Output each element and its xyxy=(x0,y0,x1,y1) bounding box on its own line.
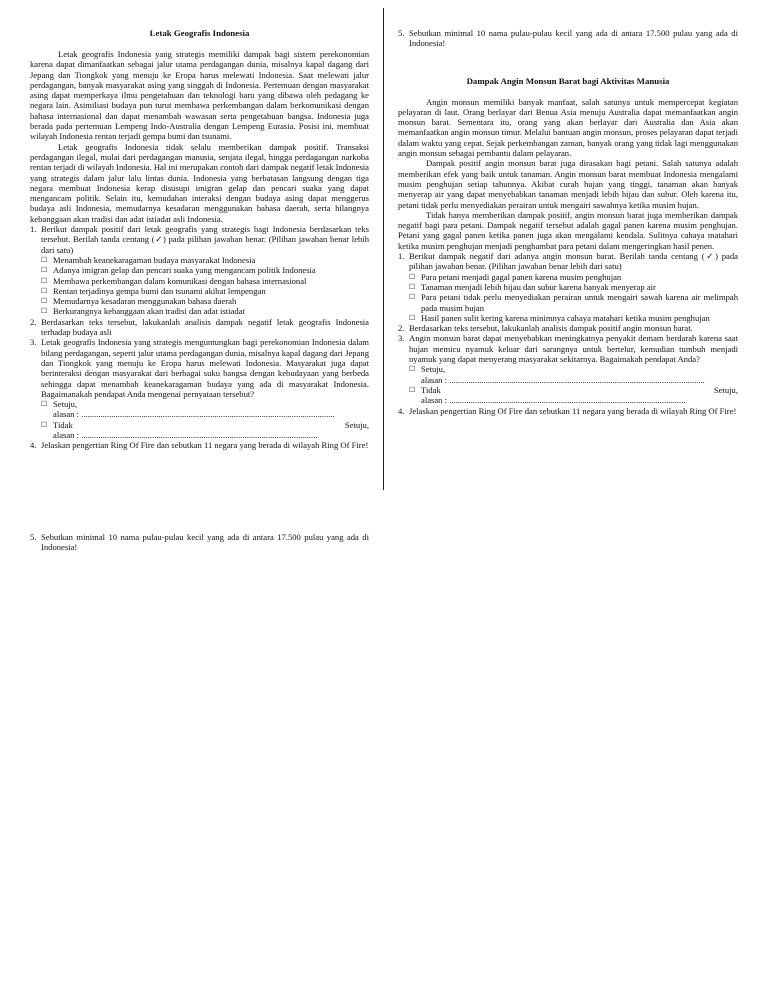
question-3-choices xyxy=(41,399,369,440)
choice-agree[interactable]: ☐ Setuju, xyxy=(41,399,78,410)
checkbox-option[interactable]: ☐ Membawa perkembangan dalam komunikasi dengan bahasa internasional xyxy=(41,275,307,286)
paragraph: Angin monsun memiliki banyak manfaat, salah satunya untuk mempercepat kegiatan pelayaran di laut. Orang berlayar dari Benua Asia menuju Australia dapat memanfaatkan angin monsun barat. Sementara itu, orang yang akan berlayar dari Australia dan Asia akan memanfaatkan angin monsun timur. Melalui bantuan angin monsun, proses pelayaran dapat terjadi dalam waktu yang cepat. Sejak perkembangan zaman, banyak orang yang tidak lagi menggunakan angin monsun sebagai pembantu dalam pelayaran. xyxy=(398,96,738,159)
left-column xyxy=(30,28,369,451)
reason-line[interactable]: alasan : ...................................................................................................................... xyxy=(53,409,335,420)
checkbox-option[interactable]: ☐ Rentan terjadinya gempa bumi dan tsunami akibat lempengan xyxy=(41,285,266,296)
checkbox-icon[interactable]: ☐ xyxy=(409,313,416,322)
column-divider xyxy=(383,8,384,490)
question-1-options xyxy=(41,255,369,317)
question-1: 1. Berikut dampak negatif dari adanya angin monsun barat. Berilah tanda centang (✓) pada pilihan jawaban benar. (Pilihan jawaban benar lebih dari satu) xyxy=(398,251,738,272)
paragraph: Letak geografis Indonesia yang strategis memiliki dampak bagi sistem perekonomian karena dapat dimanfaatkan sebagai jalur utama perdagangan dunia, misalnya kapal dagang dari Jepang dan Tiongkok yang menuju ke Eropa harus melewati Indonesia. Saat melewati jalur perdagangan, banyak masyarakat asing yang singgah di Indonesia. Pertemuan dengan masyarakat asing dapat memperkaya ilmu pengetahuan dan teknologi baru yang dibawa oleh pedagang ke negara lain. Asimiliasi budaya pun turut membawa perkembangan dalam berkomunikasi dengan bahasa internasional dan dapat menambah wawasan serta pengetahuan bangsa. Indonesia juga berada pada pertemuan Lempeng Indo-Australia dengan Lempeng Eurasia. Posisi ini, membuat wilayah Indonesia rentan terjadi gempa bumi dan tsunami. xyxy=(30,49,369,142)
left-bottom-block xyxy=(30,532,369,553)
choice-disagree[interactable]: ☐ Tidak Setuju, xyxy=(409,384,738,395)
checkbox-icon[interactable]: ☐ xyxy=(409,385,416,394)
paragraph: Letak geografis Indonesia tidak selalu memberikan dampak positif. Transaksi perdagangan ilegal, mulai dari perdagangan manusia, senjata ilegal, hingga perdagangan narkoba rentan terjadi di wilayah Indonesia. Hal ini merupakan contoh dari dampak negatif letak Indonesia yang strategis dalam jalur lalu lintas dunia. Indonesia yang berbatasan langsung dengan tiga negara membuat Indonesia kerap disusupi imigran gelap dan pencari suaka yang dapat mengancam politik. Selain itu, kemudahan interaksi dengan budaya asing dapat menggerus budaya asli Indonesia, memudarnya kesadaran menggunakan bahasa daerah, serta hilangnya kebanggaan akan tradisi dan adat istiadat asli Indonesia. xyxy=(30,141,369,224)
question-1-options xyxy=(409,272,738,323)
paragraph: Tidak hanya memberikan dampak positif, angin monsun barat juga memberikan dampak negatif bagi para petani. Dampak negatif tersebut adalah gagal panen karena musim penghujan. Petani yang gagal panen ketika panen juga akan mengalami kendala. Sulitnya cahaya matahari ketika musim penghujan menjadi penghambat para petani dalam mengeringkan hasil penen. xyxy=(398,209,738,251)
checkbox-option[interactable]: ☐ Tanaman menjadi lebih hijau dan subur karena banyak menyerap air xyxy=(409,281,656,292)
choice-agree[interactable]: ☐ Setuju, xyxy=(409,364,446,375)
choice-disagree[interactable]: ☐ Tidak Setuju, xyxy=(41,419,369,430)
checkbox-icon[interactable]: ☐ xyxy=(41,297,48,306)
section-title-monsoon: Dampak Angin Monsun Barat bagi Aktivitas Manusia xyxy=(466,75,670,86)
question-2: 2. Berdasarkan teks tersebut, lakukanlah analisis dampak positif angin monsun barat. xyxy=(398,323,693,334)
checkbox-option[interactable]: ☐ Para petani tidak perlu menyediakan perairan untuk mengairi sawah karena air melimpah pada musim hujan xyxy=(409,292,738,313)
section-title-geography: Letak Geografis Indonesia xyxy=(149,28,250,38)
checkbox-option[interactable]: ☐ Menambah keanekaragaman budaya masyarakat Indonesia xyxy=(41,254,256,265)
checkbox-icon[interactable]: ☐ xyxy=(41,400,48,409)
reason-line[interactable]: alasan : ....................................................................................................................... xyxy=(421,374,705,385)
question-4: 4. Jelaskan pengertian Ring Of Fire dan sebutkan 11 negara yang berada di wilayah Ring Of Fire! xyxy=(398,405,737,416)
paragraph: Dampak positif angin monsun barat juga dirasakan bagi petani. Salah satunya adalah memberikan efek yang baik untuk tanaman. Angin monsun barat membuat Indonesia mengalami musim penghujan setiap tahunnya. Akibat curah hujan yang tinggi, tanaman akan banyak menyerap air yang dapat menyebabkan tanaman menjadi lebih hijau dan subur. Oleh karena itu, petani tidak perlu menyediakan perairan untuk mengairi sawahnya ketika musim hujan. xyxy=(398,158,738,210)
checkbox-option[interactable]: ☐ Memudarnya kesadaran menggunakan bahasa daerah xyxy=(41,296,237,307)
checkbox-icon[interactable]: ☐ xyxy=(41,266,48,275)
question-1: 1. Berikut dampak positif dari letak geografis yang strategis bagi Indonesia berdasarkan teks tersebut. Berilah tanda centang (✓) pada pilihan jawaban benar. (Pilihan jawaban benar lebih dari satu) xyxy=(30,224,369,255)
question-3: 3. Letak geografis Indonesia yang strategis menguntungkan bagi perekonomian Indonesia dalam bilang perdagangan, seperti jalur utama perdagangan dunia, misalnya kapal dagang dari Jepang dan Tiongkok yang menuju ke Eropa harus melewati Indonesia. Masyarakat juga dapat berinteraksi dengan masyarakat dari berbagai suku bangsa dengan kebudayaan yang berbeda sehingga dapat menambah keanekaragaman budaya yang ada di masyarakat Indonesia. Bagaimanakah pendapat Anda mengenai pernyataan tersebut? xyxy=(30,337,369,399)
checkbox-icon[interactable]: ☐ xyxy=(41,286,48,295)
checkbox-option[interactable]: ☐ Para petani menjadi gagal panen karena musim penghujan xyxy=(409,271,622,282)
question-5: 5. Sebutkan minimal 10 nama pulau-pulau kecil yang ada di antara 17.500 pulau yang ada di Indonesia! xyxy=(398,28,738,49)
checkbox-icon[interactable]: ☐ xyxy=(409,272,416,281)
checkbox-icon[interactable]: ☐ xyxy=(409,293,416,302)
reason-line[interactable]: alasan : .............................................................................................................. xyxy=(53,429,318,440)
checkbox-icon[interactable]: ☐ xyxy=(41,307,48,316)
checkbox-option[interactable]: ☐ Hasil panen sulit kering karena minimnya cahaya matahari ketika musim penghujan xyxy=(409,312,710,323)
checkbox-icon[interactable]: ☐ xyxy=(41,420,48,429)
checkbox-option[interactable]: ☐ Berkurangnya kebanggaan akan tradisi dan adat istiadat xyxy=(41,306,245,317)
checkbox-icon[interactable]: ☐ xyxy=(409,365,416,374)
question-3-choices xyxy=(409,364,738,405)
right-column xyxy=(398,28,738,416)
checkbox-icon[interactable]: ☐ xyxy=(41,276,48,285)
question-4: 4. Jelaskan pengertian Ring Of Fire dan sebutkan 11 negara yang berada di wilayah Ring Of Fire! xyxy=(30,440,369,451)
checkbox-icon[interactable]: ☐ xyxy=(41,255,48,264)
checkbox-option[interactable]: ☐ Adanya imigran gelap dan pencari suaka yang mengancam politik Indonesia xyxy=(41,265,316,276)
checkbox-icon[interactable]: ☐ xyxy=(409,282,416,291)
reason-line[interactable]: alasan : .............................................................................................................. xyxy=(421,395,686,406)
question-5: 5. Sebutkan minimal 10 nama pulau-pulau kecil yang ada di antara 17.500 pulau yang ada di Indonesia! xyxy=(30,532,369,553)
question-2: 2. Berdasarkan teks tersebut, lakukanlah analisis dampak negatif letak geografis Indonesia terhadap budaya asli xyxy=(30,316,369,338)
question-3: 3. Angin monsun barat dapat menyebabkan meningkatnya penyakit demam berdarah karena saat hujan memicu nyamuk keluar dari sarangnya untuk bertelur, kemudian tumbuh menjadi nyamuk yang dapat menyerang masyarakat sekitarnya. Bagaimakah pendapat Anda? xyxy=(398,333,738,365)
